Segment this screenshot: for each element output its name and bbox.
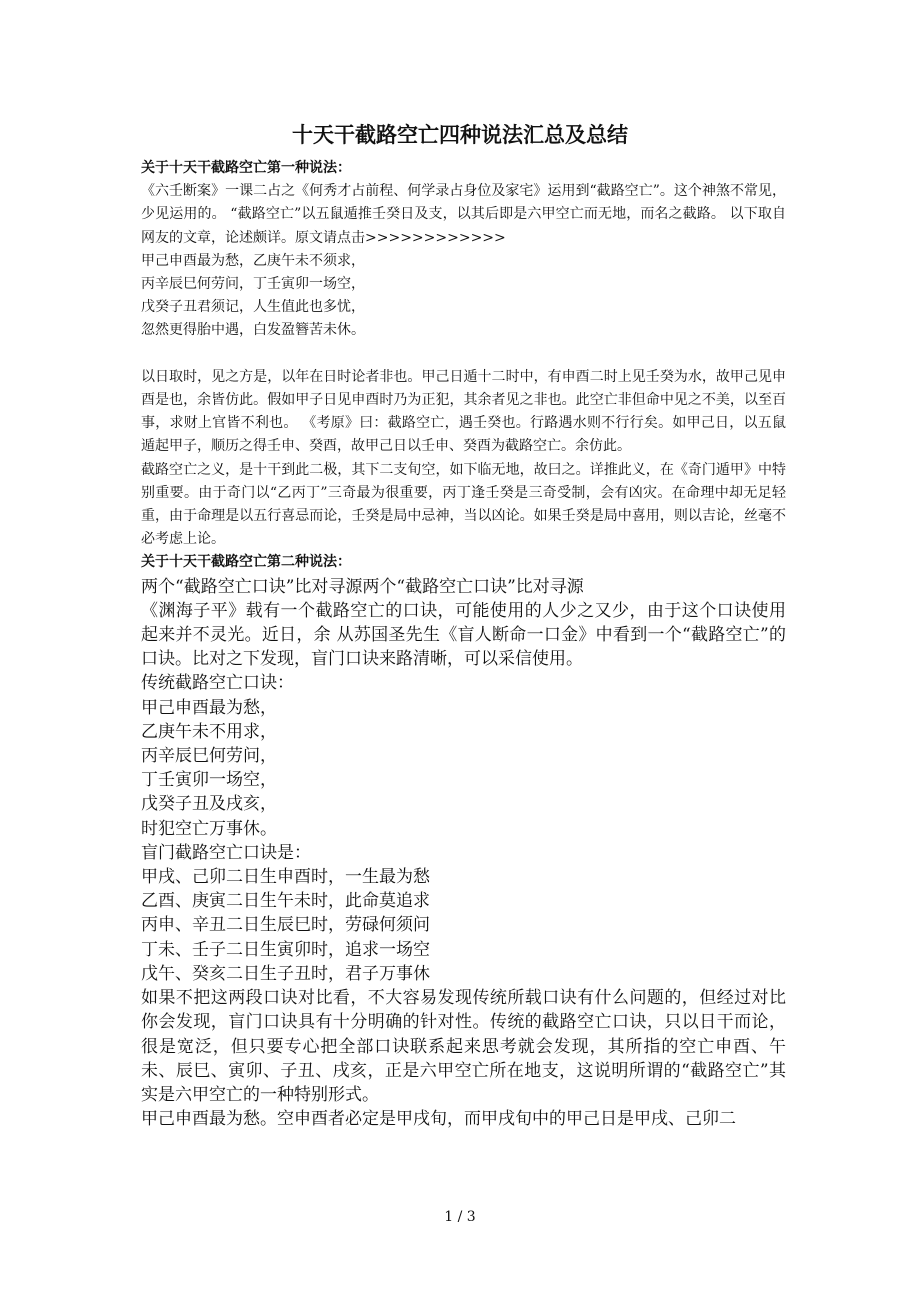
mnemonic-label: 传统截路空亡口诀： — [141, 673, 294, 694]
paragraph: 截路空亡之义，是十干到此二极，其下二支旬空，如下临无地，故曰之。详推此义，在《奇门遁甲》中特别重要。由于奇门以“乙丙丁”三奇最为很重要，丙丁逢壬癸是三奇受制，会有凶灾。在命理中却无足轻重，由于命理是以五行喜忌而论，壬癸是局中忌神，当以凶论。如果壬癸是局中喜用，则以吉论，丝毫不必考虑上论。 — [141, 461, 786, 548]
poem-line: 戊癸子丑君须记，人生值此也多忧， — [141, 299, 365, 316]
subtitle: 两个“截路空亡口诀”比对寻源两个“截路空亡口诀”比对寻源 — [141, 576, 584, 597]
mnemonic-line: 甲己申酉最为愁， — [141, 697, 277, 718]
paragraph: 《渊海子平》载有一个截路空亡的口诀，可能使用的人少之又少，由于这个口诀使用起来并不灵光。近日，余 从苏国圣先生《盲人断命一口金》中看到一个“截路空亡”的口诀。比对之下发现，盲门口诀来路清晰，可以采信使用。 — [141, 600, 786, 670]
poem-line: 甲己申酉最为愁，乙庚午未不须求， — [141, 252, 365, 269]
section-heading: 关于十天干截路空亡第一种说法： — [141, 160, 351, 176]
mnemonic-line: 丁未、壬子二日生寅卯时，追求一场空 — [141, 939, 430, 960]
mnemonic-line: 戊癸子丑及戌亥， — [141, 794, 277, 815]
mnemonic-line: 乙酉、庚寅二日生午未时，此命莫追求 — [141, 891, 430, 912]
paragraph: 如果不把这两段口诀对比看，不大容易发现传统所载口诀有什么问题的，但经过对比你会发现，盲门口诀具有十分明确的针对性。传统的截路空亡口诀，只以日干而论，很是宽泛，但只要专心把全部口诀联系起来思考就会发现，其所指的空亡申酉、午未、辰巳、寅卯、子丑、戌亥，正是六甲空亡所在地支，这说明所谓的“截路空亡”其实是六甲空亡的一种特别形式。 — [141, 988, 786, 1105]
paragraph: 《六壬断案》一课二占之《何秀才占前程、何学录占身位及家宅》运用到“截路空亡”。这个神煞不常见，少见运用的。 “截路空亡”以五鼠遁推壬癸日及支，以其后即是六甲空亡而无地，而名之截路。 以下取自网友的文章，论述颇详。原文请点击>>>>>>>>>>>> — [141, 183, 786, 246]
paragraph: 甲己申酉最为愁。空申酉者必定是甲戌旬，而甲戌旬中的甲己日是甲戌、己卯二 — [141, 1109, 736, 1130]
poem-line: 丙辛辰巳何劳问，丁壬寅卯一场空， — [141, 276, 365, 293]
mnemonic-line: 丁壬寅卯一场空， — [141, 770, 277, 791]
mnemonic-line: 丙辛辰巳何劳问， — [141, 746, 277, 767]
mnemonic-label: 盲门截路空亡口诀是： — [141, 842, 311, 863]
paragraph: 以日取时，见之方是，以年在日时论者非也。甲己日遁十二时中，有申酉二时上见壬癸为水，故甲己见申酉是也，余皆仿此。假如甲子日见申酉时乃为正犯，其余者见之非也。此空亡非但命中见之不美，以至百事，求财上官皆不利也。 《考原》曰：截路空亡，遇壬癸也。行路遇水则不行行矣。如甲己日，以五鼠遁起甲子，顺历之得壬申、癸酉，故甲己日以壬申、癸酉为截路空亡。余仿此。 — [141, 368, 786, 455]
blank-line — [141, 343, 786, 366]
mnemonic-line: 时犯空亡万事休。 — [141, 818, 277, 839]
poem-line: 忽然更得胎中遇，白发盈簪苦未休。 — [141, 322, 365, 339]
mnemonic-line: 甲戌、己卯二日生申酉时，一生最为愁 — [141, 867, 430, 888]
document-body — [141, 157, 786, 1131]
page-number: 1 / 3 — [444, 1209, 476, 1225]
mnemonic-line: 丙申、辛丑二日生辰巳时，劳碌何须问 — [141, 915, 430, 936]
document-title: 十天干截路空亡四种说法汇总及总结 — [292, 122, 628, 147]
mnemonic-line: 乙庚午未不用求， — [141, 721, 277, 742]
section-heading: 关于十天干截路空亡第二种说法： — [141, 554, 351, 571]
mnemonic-line: 戊午、癸亥二日生子丑时，君子万事休 — [141, 963, 430, 984]
